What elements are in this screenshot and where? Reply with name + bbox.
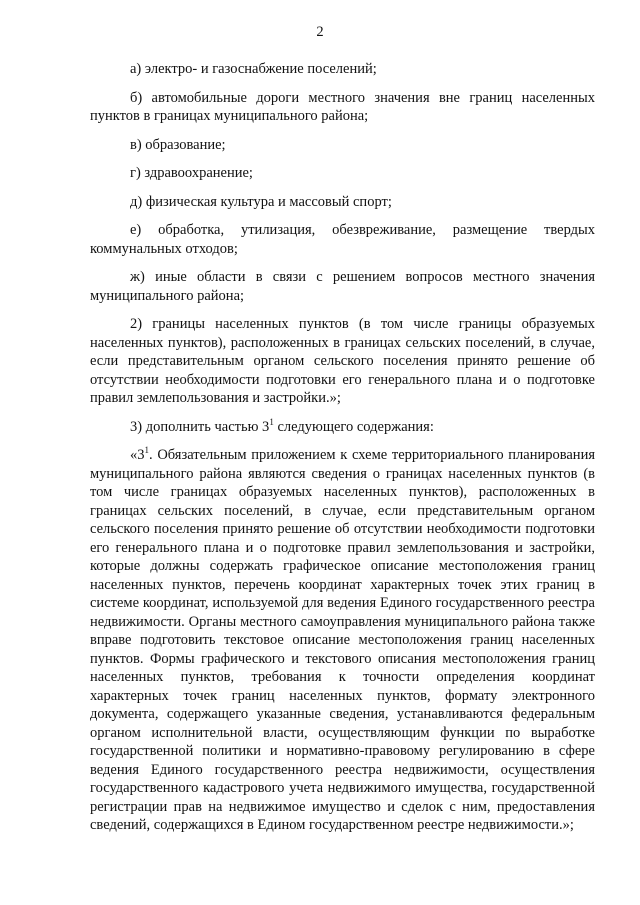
part-3-1-open: «3 bbox=[130, 447, 145, 463]
list-item-b: б) автомобильные дороги местного значения вне границ населенных пунктов в границах муниципального района; bbox=[90, 89, 595, 124]
clause-2-paragraph: 2) границы населенных пунктов (в том числе границы образуемых населенных пунктов), расположенных в границах сельских поселений, в случае, если представительным органом сельского поселения принято решение об отсутствии необходимости подготовки его генерального плана и о подготовке правил землепользования и застройки.»; bbox=[90, 316, 595, 406]
list-item-a: а) электро- и газоснабжение поселений; bbox=[130, 61, 377, 77]
part-3-1-sup: 1 bbox=[144, 445, 149, 455]
part-3-1-body: . Обязательным приложением к схеме территориального планирования муниципального района являются сведения о границах населенных пунктов (в том числе границах образуемых населенных пунктов), расположенных в границах сельских поселений, в случае, если представительным органом сельского поселения принято решение об отсутствии необходимости подготовки его генерального плана и о подготовке правил землепользования и застройки, которые должны содержать графическое описание местоположения границ населенных пунктов, перечень координат характерных точек этих границ в системе координат, используемой для ведения Единого государственного реестра недвижимости. Органы местного самоуправления муниципального района также вправе подготовить текстовое описание местоположения границ населенных пунктов. Формы графического и текстового описания местоположения границ населенных пунктов, требования к точности определения координат характерных точек границ населенных пунктов, формату электронного документа, содержащего указанные сведения, устанавливаются федеральным органом исполнительной власти, осуществляющим функции по выработке государственной политики и нормативно-правовому регулированию в сфере ведения Единого государственного реестра недвижимости, осуществления государственного кадастрового учета недвижимого имущества, государственной регистрации прав на недвижимое имущество и сделок с ним, предоставления сведений, содержащихся в Едином государственном реестре недвижимости.»; bbox=[90, 447, 595, 833]
list-item-v: в) образование; bbox=[130, 136, 226, 153]
clause-3-intro-before: 3) дополнить частью 3 bbox=[130, 418, 270, 435]
list-item-e: е) обработка, утилизация, обезвреживание, размещение твердых коммунальных отходов; bbox=[90, 222, 595, 257]
list-item-d: д) физическая культура и массовый спорт; bbox=[130, 193, 392, 210]
clause-3-intro-sup: 1 bbox=[269, 416, 274, 427]
clause-3-intro bbox=[90, 418, 595, 437]
document-body bbox=[90, 60, 595, 845]
clause-3-intro-after: следующего содержания: bbox=[273, 418, 434, 435]
list-item-zh: ж) иные области в связи с решением вопросов местного значения муниципального района; bbox=[90, 269, 595, 304]
part-3-1-text bbox=[90, 446, 595, 835]
list-item-g: г) здравоохранение; bbox=[130, 165, 253, 181]
page-number: 2 bbox=[316, 24, 324, 40]
